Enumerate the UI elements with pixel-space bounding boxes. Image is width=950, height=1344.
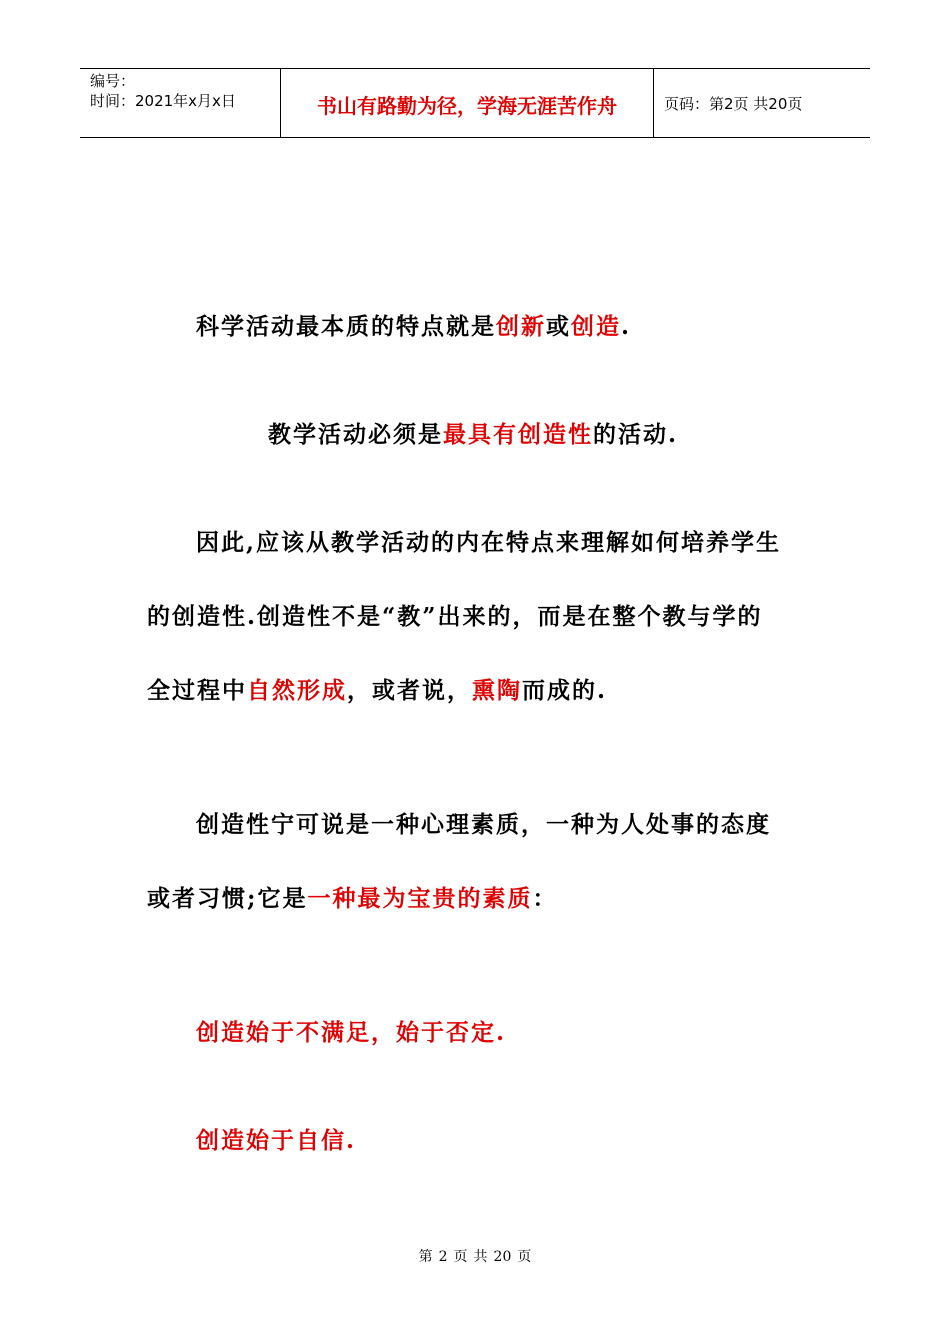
page-footer <box>0 1246 950 1266</box>
footer-text: 页 <box>453 1249 468 1265</box>
text-span: 科学活动最本质的特点就是 <box>196 313 496 340</box>
footer-text: 页 <box>517 1249 532 1265</box>
time-label: 时间：2021年x月x日 <box>90 92 236 110</box>
footer-text: 共 <box>473 1249 488 1265</box>
paragraph-line-8: 创造始于不满足，始于否定. <box>196 1019 507 1046</box>
paragraph-line-3: 因此,应该从教学活动的内在特点来理解如何培养学生 <box>196 529 782 556</box>
paragraph-line-6: 创造性宁可说是一种心理素质，一种为人处事的态度 <box>196 811 771 838</box>
text-span: 或 <box>546 313 571 340</box>
footer-total-pages: 20 <box>493 1249 512 1265</box>
number-label: 编号： <box>90 72 136 90</box>
highlight-span: 自然形成 <box>247 677 347 704</box>
highlight-span: 一种最为宝贵的素质 <box>307 885 533 912</box>
paragraph-line-4: 的创造性.创造性不是“教”出来的，而是在整个教与学的 <box>147 603 763 630</box>
header-page-info: 页码：第2页 共20页 <box>664 94 803 113</box>
footer-current-page: 2 <box>438 1249 448 1265</box>
text-span: . <box>621 313 632 340</box>
header-motto: 书山有路勤为径，学海无涯苦作舟 <box>281 69 654 137</box>
highlight-span: 创造 <box>571 313 621 340</box>
paragraph-line-1 <box>196 312 631 342</box>
paragraph-line-2 <box>268 420 678 450</box>
page-header <box>80 68 870 138</box>
paragraph-line-5 <box>147 676 607 706</box>
text-span: 教学活动必须是 <box>268 421 443 448</box>
paragraph-line-7 <box>147 884 558 914</box>
footer-text: 第 <box>418 1249 433 1265</box>
paragraph-line-9: 创造始于自信. <box>196 1127 357 1154</box>
highlight-span: 创新 <box>496 313 546 340</box>
text-span: 全过程中 <box>147 677 247 704</box>
header-meta <box>80 69 281 137</box>
highlight-span: 最具有创造性 <box>443 421 593 448</box>
text-span: ： <box>532 885 558 912</box>
text-span: 的活动. <box>593 421 679 448</box>
highlight-span: 熏陶 <box>472 677 522 704</box>
text-span: 而成的. <box>522 677 608 704</box>
text-span: 或者习惯;它是 <box>147 885 308 912</box>
text-span: ，或者说， <box>347 677 472 704</box>
